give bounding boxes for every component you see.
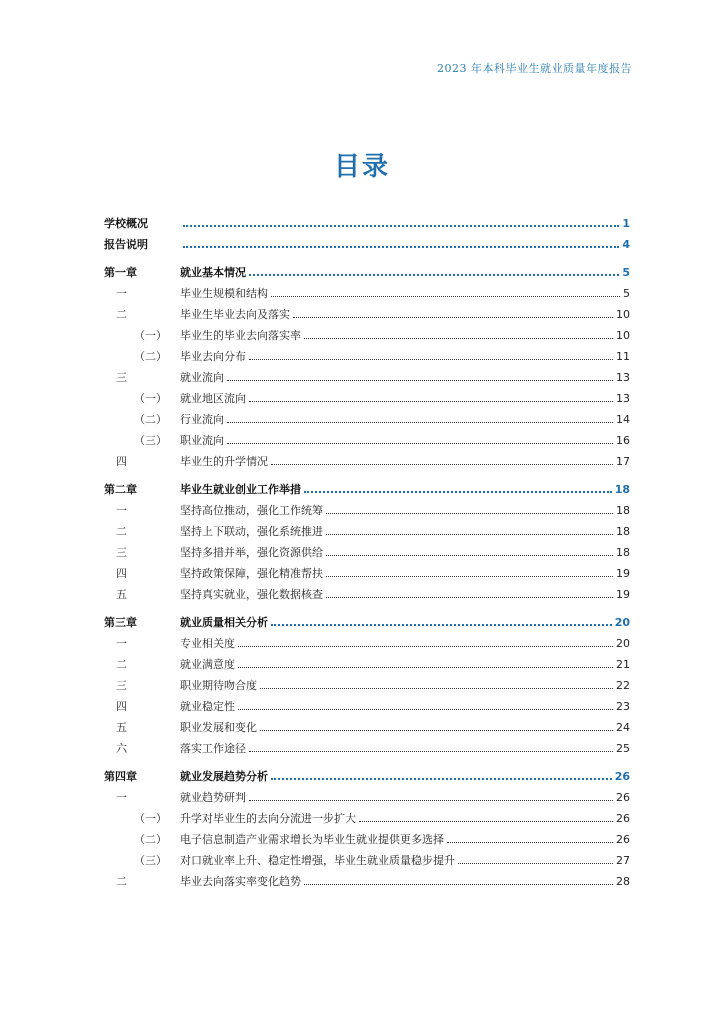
toc-dot-leader — [304, 491, 612, 493]
toc-page-number: 18 — [616, 546, 630, 559]
toc-entry-number: 二 — [116, 525, 127, 538]
toc-page-number: 18 — [616, 504, 630, 517]
toc-entry-number: 第一章 — [104, 266, 137, 279]
toc-entry-title: 行业流向 — [180, 413, 224, 426]
toc-entry-number: 学校概况 — [104, 217, 148, 230]
toc-dot-leader — [249, 401, 613, 402]
toc-dot-leader — [326, 597, 613, 598]
toc-entry[interactable] — [104, 384, 630, 405]
toc-chapter-entry[interactable] — [104, 475, 630, 496]
toc-page-number: 25 — [616, 742, 630, 755]
toc-entry-title: 坚持政策保障，强化精准帮扶 — [180, 567, 323, 580]
toc-entry-title: 坚持上下联动，强化系统推进 — [180, 525, 323, 538]
toc-entry-title: 职业期待吻合度 — [180, 679, 257, 692]
toc-entry-number: （一） — [134, 812, 167, 825]
page-title: 目录 — [333, 152, 390, 182]
toc-entry-number: 三 — [116, 371, 127, 384]
toc-entry-title: 升学对毕业生的去向分流进一步扩大 — [180, 812, 356, 825]
toc-entry-title: 职业发展和变化 — [180, 721, 257, 734]
toc-entry-title: 对口就业率上升、稳定性增强，毕业生就业质量稳步提升 — [180, 854, 455, 867]
toc-dot-leader — [326, 576, 613, 577]
toc-entry-title: 落实工作途径 — [180, 742, 246, 755]
toc-entry[interactable] — [104, 300, 630, 321]
toc-page-number: 19 — [616, 567, 630, 580]
toc-entry-number: 四 — [116, 567, 127, 580]
toc-entry[interactable] — [104, 629, 630, 650]
toc-dot-leader — [227, 380, 613, 381]
toc-entry[interactable] — [104, 867, 630, 888]
running-header: 2023 年本科毕业生就业质量年度报告 — [437, 62, 632, 75]
toc-dot-leader — [238, 646, 613, 647]
toc-dot-leader — [227, 422, 613, 423]
toc-entry-number: 一 — [116, 504, 127, 517]
toc-dot-leader — [238, 667, 613, 668]
toc-entry-title: 电子信息制造产业需求增长为毕业生就业提供更多选择 — [180, 833, 444, 846]
toc-entry-number: 一 — [116, 791, 127, 804]
toc-entry-number: 四 — [116, 700, 127, 713]
toc-page-number: 17 — [616, 455, 630, 468]
toc-entry-title: 毕业去向落实率变化趋势 — [180, 875, 301, 888]
toc-entry[interactable] — [104, 363, 630, 384]
toc-dot-leader — [271, 624, 612, 626]
toc-entry-number: （二） — [134, 350, 167, 363]
toc-entry[interactable] — [104, 783, 630, 804]
toc-chapter-entry[interactable] — [104, 230, 630, 251]
toc-page-number: 21 — [616, 658, 630, 671]
toc-entry-title: 就业质量相关分析 — [180, 616, 268, 629]
toc-entry[interactable] — [104, 321, 630, 342]
toc-entry[interactable] — [104, 279, 630, 300]
toc-entry-title: 专业相关度 — [180, 637, 235, 650]
toc-chapter-entry[interactable] — [104, 209, 630, 230]
toc-dot-leader — [227, 443, 613, 444]
toc-dot-leader — [260, 730, 613, 731]
toc-page-number: 23 — [616, 700, 630, 713]
toc-page-number: 11 — [616, 350, 630, 363]
toc-page-number: 18 — [616, 525, 630, 538]
toc-entry-title: 就业基本情况 — [180, 266, 246, 279]
toc-entry-title: 毕业生的升学情况 — [180, 455, 268, 468]
toc-dot-leader — [304, 338, 613, 339]
toc-page-number: 26 — [616, 833, 630, 846]
toc-entry[interactable] — [104, 405, 630, 426]
toc-entry-number: 五 — [116, 588, 127, 601]
toc-entry-number: 二 — [116, 658, 127, 671]
toc-page-number: 16 — [616, 434, 630, 447]
toc-entry-number: （二） — [134, 833, 167, 846]
toc-page-number: 26 — [616, 812, 630, 825]
toc-chapter-entry[interactable] — [104, 258, 630, 279]
toc-entry-number: 二 — [116, 308, 127, 321]
toc-page-number: 4 — [622, 238, 630, 251]
toc-entry-number: （三） — [134, 434, 167, 447]
toc-entry-number: 第三章 — [104, 616, 137, 629]
toc-chapter-entry[interactable] — [104, 762, 630, 783]
toc-dot-leader — [326, 534, 613, 535]
toc-entry[interactable] — [104, 559, 630, 580]
toc-dot-leader — [293, 317, 613, 318]
toc-entry-title: 就业趋势研判 — [180, 791, 246, 804]
toc-dot-leader — [447, 842, 613, 843]
toc-entry-title: 坚持真实就业，强化数据核查 — [180, 588, 323, 601]
toc-entry-title: 就业稳定性 — [180, 700, 235, 713]
toc-entry-title: 毕业生就业创业工作举措 — [180, 483, 301, 496]
toc-page-number: 20 — [616, 637, 630, 650]
toc-page-number: 5 — [623, 287, 630, 300]
toc-entry[interactable] — [104, 517, 630, 538]
toc-entry-number: 一 — [116, 637, 127, 650]
toc-entry-title: 就业发展趋势分析 — [180, 770, 268, 783]
toc-entry-number: 三 — [116, 546, 127, 559]
toc-page-number: 10 — [616, 308, 630, 321]
toc-dot-leader — [249, 274, 619, 276]
toc-dot-leader — [326, 513, 613, 514]
table-of-contents — [104, 209, 630, 888]
toc-entry[interactable] — [104, 846, 630, 867]
toc-entry-number: 第四章 — [104, 770, 137, 783]
toc-dot-leader — [183, 225, 619, 227]
toc-entry-number: （三） — [134, 854, 167, 867]
toc-entry[interactable] — [104, 692, 630, 713]
toc-entry-number: （一） — [134, 392, 167, 405]
toc-dot-leader — [271, 464, 613, 465]
toc-entry[interactable] — [104, 804, 630, 825]
toc-entry-number: 五 — [116, 721, 127, 734]
toc-dot-leader — [260, 688, 613, 689]
toc-entry[interactable] — [104, 580, 630, 601]
toc-entry[interactable] — [104, 734, 630, 755]
toc-dot-leader — [249, 751, 613, 752]
toc-entry[interactable] — [104, 825, 630, 846]
toc-dot-leader — [249, 800, 613, 801]
toc-page-number: 26 — [614, 770, 630, 783]
toc-entry-number: 四 — [116, 455, 127, 468]
toc-page-number: 24 — [616, 721, 630, 734]
toc-page-number: 5 — [622, 266, 630, 279]
toc-page-number: 27 — [616, 854, 630, 867]
toc-page-number: 13 — [616, 392, 630, 405]
toc-entry[interactable] — [104, 650, 630, 671]
toc-entry-number: 第二章 — [104, 483, 137, 496]
toc-entry-title: 坚持多措并举，强化资源供给 — [180, 546, 323, 559]
toc-entry-title: 毕业生规模和结构 — [180, 287, 268, 300]
toc-entry-title: 就业流向 — [180, 371, 224, 384]
toc-entry-title: 职业流向 — [180, 434, 224, 447]
toc-page-number: 22 — [616, 679, 630, 692]
toc-page-number: 26 — [616, 791, 630, 804]
toc-entry-title: 坚持高位推动，强化工作统筹 — [180, 504, 323, 517]
toc-entry-title: 就业满意度 — [180, 658, 235, 671]
toc-entry-number: （二） — [134, 413, 167, 426]
toc-page-number: 20 — [614, 616, 630, 629]
toc-entry[interactable] — [104, 671, 630, 692]
toc-chapter-entry[interactable] — [104, 608, 630, 629]
toc-page-number: 19 — [616, 588, 630, 601]
toc-entry-number: 报告说明 — [104, 238, 148, 251]
toc-entry[interactable] — [104, 538, 630, 559]
toc-dot-leader — [271, 778, 612, 780]
toc-dot-leader — [359, 821, 613, 822]
toc-entry[interactable] — [104, 496, 630, 517]
toc-dot-leader — [249, 359, 613, 360]
toc-page-number: 18 — [614, 483, 630, 496]
toc-entry-number: 六 — [116, 742, 127, 755]
toc-entry-title: 毕业生毕业去向及落实 — [180, 308, 290, 321]
toc-entry[interactable] — [104, 426, 630, 447]
toc-entry-title: 毕业去向分布 — [180, 350, 246, 363]
toc-entry-number: （一） — [134, 329, 167, 342]
toc-page-number: 28 — [616, 875, 630, 888]
toc-dot-leader — [458, 863, 613, 864]
toc-entry-number: 二 — [116, 875, 127, 888]
toc-entry[interactable] — [104, 713, 630, 734]
toc-dot-leader — [304, 884, 613, 885]
toc-entry-number: 三 — [116, 679, 127, 692]
toc-dot-leader — [326, 555, 613, 556]
toc-entry-title: 就业地区流向 — [180, 392, 246, 405]
toc-dot-leader — [271, 296, 620, 297]
toc-entry-title: 毕业生的毕业去向落实率 — [180, 329, 301, 342]
toc-page-number: 14 — [616, 413, 630, 426]
toc-entry[interactable] — [104, 342, 630, 363]
toc-page-number: 10 — [616, 329, 630, 342]
toc-page-number: 1 — [622, 217, 630, 230]
toc-page-number: 13 — [616, 371, 630, 384]
toc-entry[interactable] — [104, 447, 630, 468]
toc-dot-leader — [183, 246, 619, 248]
toc-dot-leader — [238, 709, 613, 710]
toc-entry-number: 一 — [116, 287, 127, 300]
